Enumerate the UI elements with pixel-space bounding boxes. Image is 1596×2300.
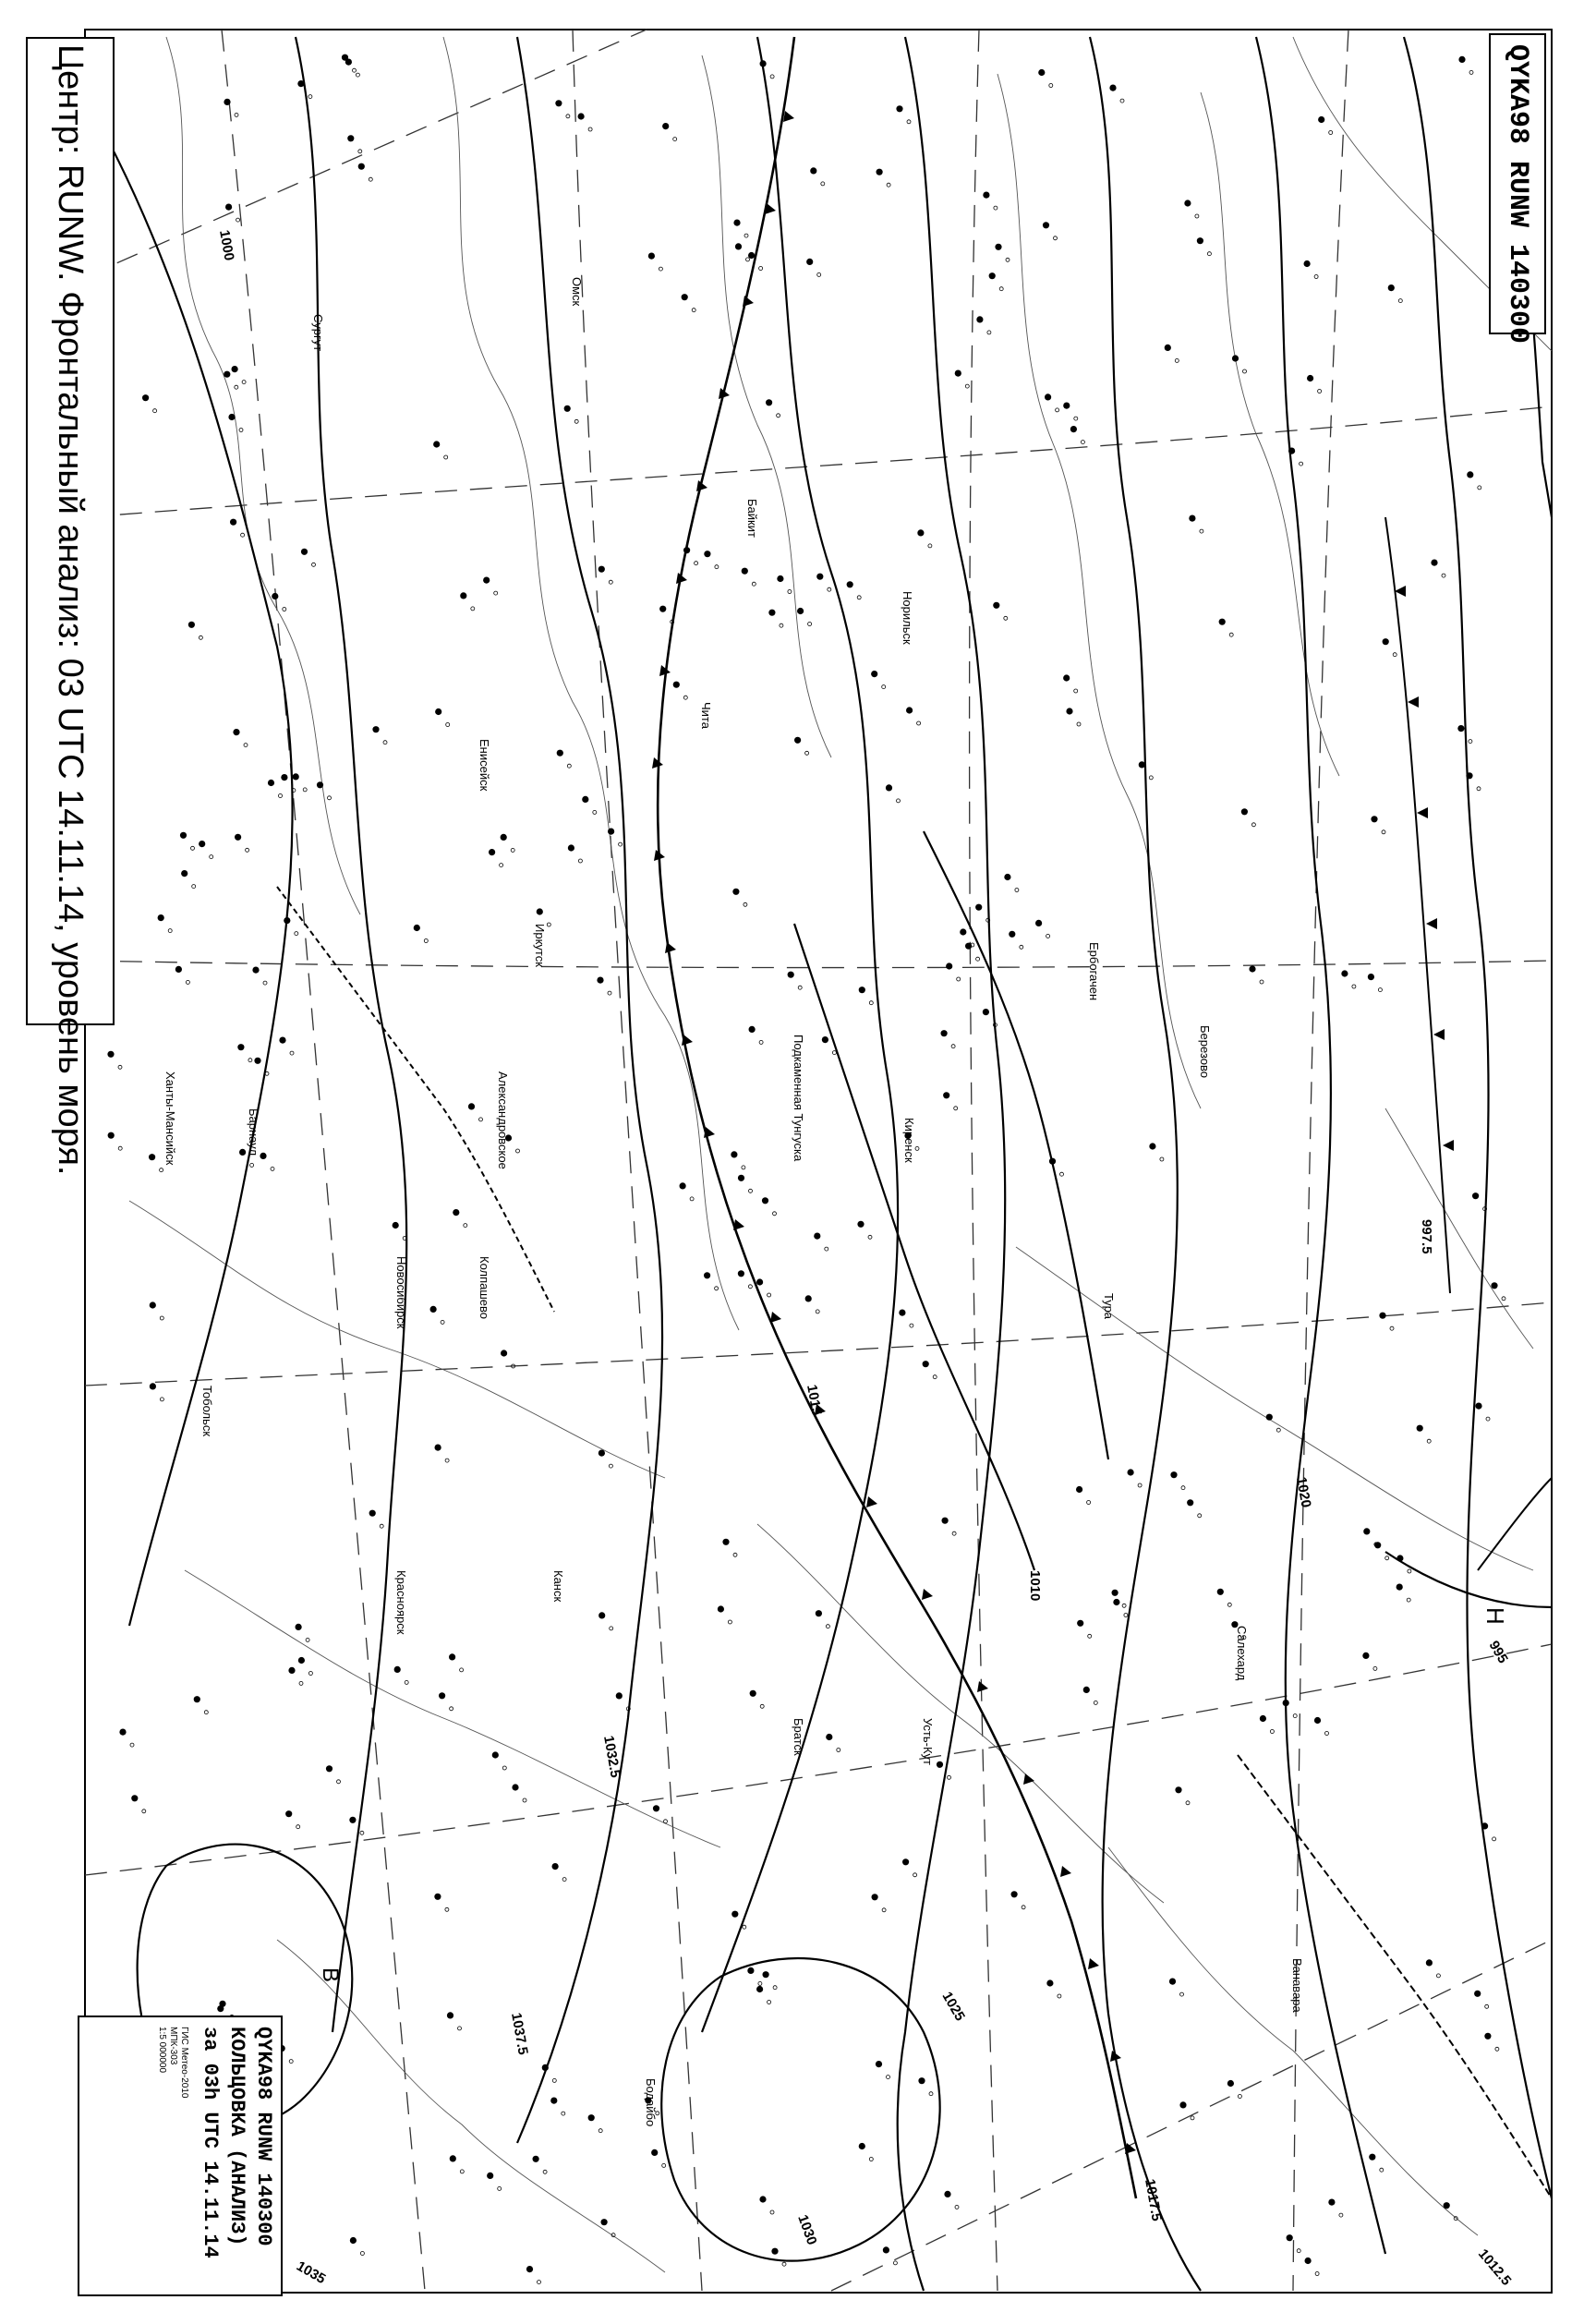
station-dot [777, 575, 783, 582]
station-dot [1444, 2202, 1450, 2209]
station-dot [960, 928, 966, 935]
isobar-label: 995 [1485, 1638, 1511, 1666]
place-name: Канск [551, 1570, 565, 1603]
station-dot [281, 774, 287, 781]
station-dot [447, 2012, 453, 2018]
station-dot [537, 908, 543, 914]
station-dot [1128, 1469, 1134, 1475]
station-dot [756, 1986, 763, 1992]
station-dot [293, 773, 299, 780]
station-dot [199, 841, 205, 847]
station-dot [1035, 920, 1042, 926]
station-dot [217, 2005, 224, 2012]
station-dot [279, 1037, 285, 1044]
station-dot [1049, 1158, 1056, 1165]
station-dot [394, 1666, 401, 1673]
station-dot [1396, 1555, 1403, 1561]
station-dot [1426, 1959, 1433, 1966]
station-dot [237, 1044, 244, 1050]
station-dot [797, 608, 804, 614]
isobar-label: 1037.5 [508, 2011, 531, 2056]
station-dot [1011, 1891, 1018, 1897]
place-name: Енисейск [478, 739, 491, 792]
station-dot [272, 593, 278, 599]
station-dot [733, 220, 740, 226]
station-dot [1219, 619, 1226, 625]
station-dot [704, 1272, 710, 1278]
station-dot [1396, 1584, 1403, 1591]
station-dot [1197, 237, 1203, 244]
station-dot [794, 737, 801, 744]
isobar-label: 1000 [216, 228, 237, 262]
station-dot [1232, 355, 1239, 361]
station-dot [759, 2196, 766, 2202]
isobar-label: 1010 [1027, 1570, 1043, 1602]
station-dot [564, 406, 571, 412]
map-title: Центр: RUNW. Фронтальный анализ: 03 UTC 14.11.14, уровень моря. [26, 37, 115, 1025]
station-dot [1379, 1313, 1385, 1319]
station-dot [1217, 1589, 1224, 1595]
station-dot [1388, 284, 1395, 291]
station-dot [372, 726, 379, 732]
station-dot [902, 1858, 909, 1865]
station-dot [1169, 1979, 1176, 1985]
station-dot [224, 371, 230, 378]
station-dot [738, 1175, 744, 1181]
station-dot [1328, 2199, 1335, 2206]
station-dot [1467, 471, 1473, 478]
isobar-label: 1025 [938, 1989, 968, 2024]
station-dot [224, 99, 230, 105]
station-dot [814, 1233, 820, 1240]
stamp-credit-software: ГИС Метео-2010 [179, 2027, 189, 2099]
station-dot [680, 1182, 686, 1189]
place-name: Норильск [901, 591, 914, 645]
station-dot [608, 829, 614, 835]
station-dot [598, 1612, 605, 1618]
station-dot [453, 1209, 459, 1216]
station-dot [288, 1667, 295, 1674]
station-dot [350, 2237, 357, 2244]
station-dot [588, 2114, 595, 2121]
station-dot [1063, 674, 1070, 681]
station-dot [487, 2173, 493, 2179]
station-dot [235, 834, 241, 841]
isobar-label: 1035 [294, 2258, 329, 2288]
station-dot [369, 1510, 376, 1517]
station-dot [1466, 772, 1472, 779]
place-name: Березово [1198, 1025, 1212, 1078]
station-dot [1314, 1717, 1321, 1724]
place-name: Иркутск [533, 924, 547, 967]
station-dot [180, 832, 187, 839]
station-dot [941, 1030, 948, 1036]
place-name: Ванавара [1290, 1958, 1304, 2013]
station-dot [460, 592, 466, 599]
station-dot [946, 962, 952, 969]
map-stamp [78, 2016, 283, 2296]
station-dot [653, 1805, 659, 1811]
station-dot [433, 441, 440, 447]
station-dot [648, 253, 655, 260]
station-dot [1481, 1822, 1488, 1829]
place-name: Подкаменная Тунгуска [792, 1035, 805, 1162]
station-dot [1149, 1143, 1155, 1149]
place-name: Ханты-Мансийск [163, 1071, 177, 1166]
station-dot [1109, 85, 1116, 91]
station-dot [158, 914, 164, 921]
station-dot [955, 370, 961, 377]
low-pressure-center-label: Н [1481, 1607, 1509, 1625]
station-dot [1184, 200, 1191, 206]
station-dot [1475, 1403, 1481, 1410]
station-dot [886, 784, 892, 791]
station-dot [762, 1197, 768, 1204]
station-dot [1341, 970, 1348, 976]
place-name: Красноярск [394, 1570, 408, 1635]
station-dot [349, 1817, 356, 1823]
station-dot [1363, 1528, 1370, 1534]
station-dot [944, 2191, 950, 2197]
station-dot [756, 1278, 763, 1285]
station-dot [542, 2064, 549, 2071]
station-dot [1368, 974, 1374, 980]
station-dot [1371, 816, 1377, 822]
station-dot [254, 1058, 260, 1064]
station-dot [597, 977, 603, 984]
station-dot [435, 1445, 441, 1451]
station-dot [239, 1149, 246, 1156]
station-dot [983, 1009, 989, 1015]
station-dot [393, 1222, 399, 1229]
station-dot [859, 2143, 865, 2149]
station-dot [735, 243, 742, 249]
station-dot [578, 113, 585, 119]
place-name: Усть-Кут [921, 1718, 935, 1765]
place-name: Новосибирск [394, 1256, 408, 1329]
station-dot [826, 1734, 832, 1740]
station-dot [326, 1765, 332, 1772]
station-dot [806, 259, 813, 265]
station-dot [230, 519, 236, 526]
station-dot [228, 414, 235, 420]
place-name: Тобольск [200, 1386, 214, 1437]
station-dot [1076, 1486, 1082, 1493]
station-dot [857, 1221, 864, 1228]
station-dot [1113, 1599, 1119, 1605]
station-dot [1474, 1991, 1481, 1997]
station-dot [1260, 1715, 1266, 1722]
station-dot [673, 682, 680, 688]
station-dot [876, 2061, 882, 2067]
station-dot [1189, 515, 1195, 522]
station-dot [1318, 116, 1324, 123]
station-dot [512, 1784, 518, 1790]
station-dot [1383, 638, 1389, 645]
station-dot [533, 2156, 539, 2162]
station-dot [298, 1657, 305, 1664]
station-dot [225, 204, 232, 211]
bulletin-code: QYKA98 RUNW 140300 [1489, 33, 1546, 334]
station-dot [568, 844, 574, 851]
station-dot [582, 796, 588, 803]
isobar-label: 1015 [804, 1383, 825, 1417]
station-dot [749, 1026, 756, 1033]
station-dot [763, 1971, 769, 1978]
stamp-time: за 03h UTC 14.11.14 [199, 2027, 222, 2258]
isobar-label: 1017.5 [1142, 2177, 1165, 2222]
station-dot [1009, 931, 1015, 938]
station-dot [434, 1894, 441, 1900]
station-dot [142, 394, 149, 401]
station-dot [1249, 965, 1255, 972]
station-dot [1283, 1700, 1289, 1706]
place-name: Чита [699, 702, 713, 729]
station-dot [285, 1810, 292, 1817]
station-dot [181, 870, 187, 877]
station-dot [430, 1306, 437, 1313]
station-dot [557, 750, 563, 757]
place-name: Колпашево [478, 1256, 491, 1320]
station-dot [526, 2266, 533, 2272]
station-dot [1305, 2258, 1312, 2264]
station-dot [435, 708, 441, 715]
station-dot [1077, 1620, 1083, 1627]
station-dot [1458, 56, 1465, 63]
station-dot [616, 1692, 623, 1699]
station-dot [107, 1051, 114, 1058]
station-dot [871, 671, 877, 677]
station-dot [942, 1518, 949, 1524]
station-dot [1063, 403, 1070, 409]
station-dot [766, 399, 772, 406]
stamp-code: QYKA98 RUNW 140300 [252, 2027, 275, 2246]
place-name: Александровское [496, 1071, 510, 1169]
high-pressure-center-label: В [318, 1967, 343, 1983]
station-dot [847, 581, 853, 587]
station-dot [1287, 2234, 1293, 2241]
station-dot [899, 1310, 905, 1316]
station-dot [468, 1103, 475, 1109]
isobar-label: 1012.5 [1474, 2246, 1515, 2289]
station-dot [1457, 725, 1464, 732]
stamp-station: КОЛЬЦОВКА (АНАЛИЗ) [225, 2027, 248, 2246]
station-dot [742, 568, 748, 575]
place-name: Сургут [311, 314, 325, 352]
station-dot [896, 105, 902, 112]
station-dot [188, 622, 195, 628]
station-dot [760, 60, 767, 67]
station-dot [175, 966, 182, 973]
isobar-label: 1032.5 [600, 1734, 623, 1779]
station-dot [501, 834, 507, 841]
station-dot [1491, 1282, 1497, 1289]
station-dot [297, 80, 304, 87]
station-dot [1070, 426, 1077, 432]
station-dot [1431, 560, 1437, 566]
station-dot [993, 602, 999, 609]
station-dot [906, 707, 913, 713]
place-name: Киренск [902, 1118, 916, 1163]
station-dot [748, 252, 755, 259]
isobar-label: 997.5 [1419, 1219, 1434, 1254]
station-dot [317, 781, 323, 788]
station-dot [732, 1911, 738, 1918]
station-dot [1066, 708, 1072, 714]
station-dot [659, 606, 666, 612]
station-dot [937, 1761, 943, 1768]
station-dot [483, 577, 490, 584]
station-dot [883, 2246, 889, 2253]
station-dot [1266, 1414, 1273, 1421]
station-dot [492, 1751, 499, 1758]
place-name: Салехард [1235, 1626, 1249, 1681]
station-dot [284, 917, 290, 924]
station-dot [1112, 1590, 1118, 1596]
station-dot [989, 272, 996, 279]
station-dot [788, 972, 794, 978]
station-dot [662, 123, 669, 129]
station-dot [358, 163, 365, 170]
station-dot [738, 1270, 744, 1277]
station-dot [1417, 1425, 1423, 1432]
station-dot [296, 1624, 302, 1630]
station-dot [918, 2077, 925, 2084]
station-dot [489, 849, 495, 855]
station-dot [450, 2155, 456, 2161]
place-name: Байкит [745, 499, 759, 538]
stamp-credit [156, 2027, 189, 2285]
station-dot [1307, 375, 1313, 381]
place-name: Барнаул [247, 1108, 260, 1156]
place-name: Омск [570, 277, 584, 307]
station-dot [501, 1350, 507, 1356]
station-dot [1369, 2154, 1375, 2161]
isobar-label: 1020 [1293, 1475, 1314, 1509]
station-dot [555, 100, 562, 106]
station-dot [805, 1295, 812, 1301]
station-dot [1046, 1979, 1053, 1986]
station-dot [1045, 393, 1051, 400]
station-dot [859, 987, 865, 993]
station-dot [943, 1092, 949, 1098]
station-dot [923, 1361, 929, 1367]
station-dot [301, 549, 308, 555]
station-dot [768, 610, 775, 616]
place-name: Ербогачен [1087, 942, 1101, 1001]
station-dot [682, 294, 688, 300]
station-dot [1165, 345, 1171, 351]
station-dot [552, 1863, 559, 1870]
station-dot [598, 1450, 605, 1457]
place-name: Тура [1102, 1293, 1116, 1320]
station-dot [1187, 1499, 1193, 1506]
station-dot [194, 1696, 200, 1702]
station-dot [149, 1154, 155, 1160]
station-dot [731, 1151, 737, 1157]
station-dot [983, 192, 989, 199]
station-dot [718, 1605, 724, 1612]
station-dot [1139, 761, 1145, 768]
stamp-credit-scale: 1:5 000000 [157, 2027, 167, 2074]
station-dot [810, 167, 816, 174]
station-dot [1170, 1471, 1177, 1478]
station-dot [651, 2149, 658, 2156]
station-dot [119, 1729, 126, 1736]
station-dot [414, 925, 420, 931]
station-dot [449, 1653, 455, 1660]
station-dot [345, 59, 352, 66]
station-dot [732, 889, 739, 895]
station-dot [917, 529, 924, 536]
isobar-label: 1030 [794, 2212, 820, 2247]
station-dot [1227, 2080, 1234, 2087]
station-dot [1484, 2033, 1491, 2040]
station-dot [704, 551, 710, 557]
station-dot [816, 1610, 822, 1616]
station-dot [771, 2248, 778, 2255]
station-dot [722, 1539, 729, 1545]
station-dot [550, 2098, 557, 2104]
place-name: Бодайбо [644, 2078, 658, 2127]
stamp-credit-model: МПК-303 [168, 2027, 178, 2065]
station-dot [747, 1967, 754, 1974]
place-name: Братск [792, 1718, 805, 1756]
station-dot [131, 1795, 138, 1801]
station-dot [252, 967, 259, 974]
station-dot [598, 566, 605, 573]
station-dot [1472, 1192, 1479, 1199]
station-dot [150, 1383, 156, 1389]
station-dot [232, 366, 238, 372]
station-dot [1083, 1687, 1090, 1693]
station-dot [975, 904, 982, 911]
station-dot [1241, 808, 1248, 815]
station-dot [1288, 448, 1295, 454]
station-dot [872, 1894, 878, 1900]
station-dot [816, 574, 823, 580]
station-dot [822, 1036, 828, 1043]
station-dot [601, 2219, 608, 2225]
station-dot [1304, 260, 1311, 267]
station-dot [439, 1692, 445, 1699]
station-dot [1175, 1786, 1181, 1793]
station-dot [1043, 222, 1049, 228]
station-dot [683, 547, 690, 553]
station-dot [1038, 69, 1045, 76]
station-dot [877, 169, 883, 176]
station-dot [995, 244, 1001, 250]
station-dot [268, 780, 274, 786]
station-dot [976, 316, 983, 322]
station-dot [750, 1690, 756, 1697]
station-dot [1362, 1652, 1369, 1659]
station-dot [1179, 2101, 1186, 2108]
station-dot [108, 1132, 115, 1139]
station-dot [233, 729, 239, 735]
station-dot [1004, 874, 1010, 880]
station-dot [347, 135, 354, 141]
station-dot [150, 1301, 156, 1308]
